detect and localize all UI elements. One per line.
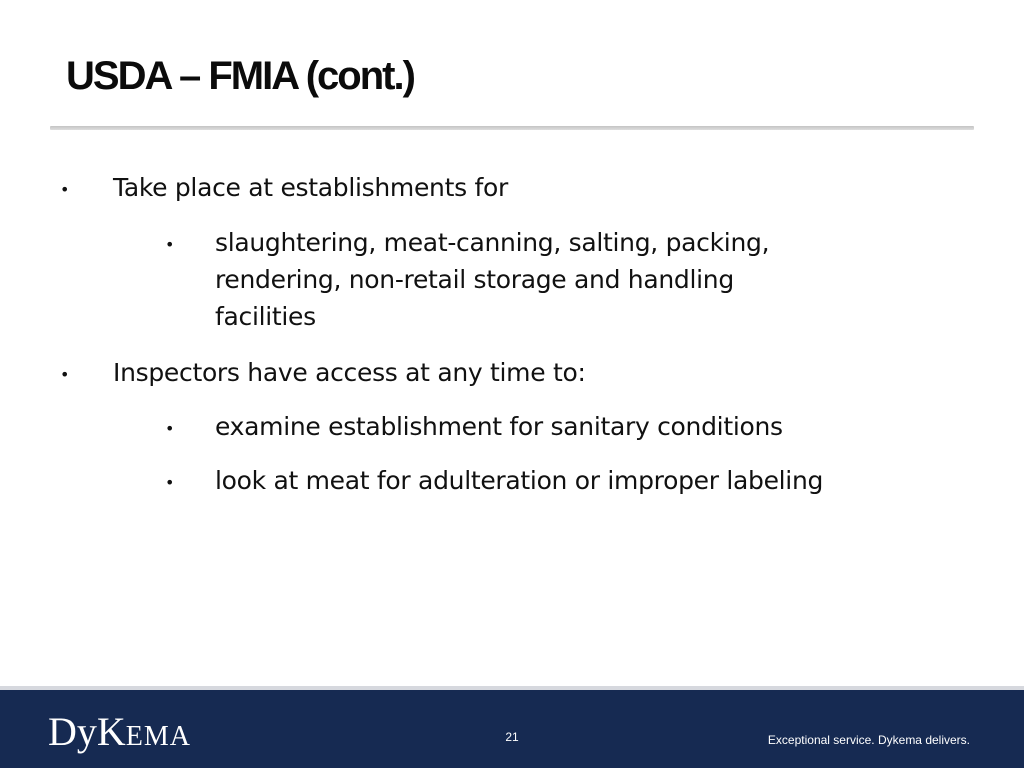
list-item-line: slaughtering, meat-canning, salting, packing, <box>215 228 770 257</box>
page-number: 21 <box>505 730 519 744</box>
logo-letter-d: D <box>48 709 77 754</box>
list-item-line: rendering, non-retail storage and handling <box>215 265 734 294</box>
bullet-icon: • <box>60 180 70 199</box>
list-item-line: facilities <box>215 302 316 331</box>
footer-tagline: Exceptional service. Dykema delivers. <box>767 733 970 747</box>
bullet-icon: • <box>165 235 175 254</box>
list-item: examine establishment for sanitary conditions <box>215 412 783 441</box>
bullet-icon: • <box>165 473 175 492</box>
dykema-logo <box>48 710 191 759</box>
bullet-icon: • <box>165 419 175 438</box>
logo-letters-ema: EMA <box>125 721 192 752</box>
list-item: Inspectors have access at any time to: <box>113 358 586 387</box>
slide-title: USDA – FMIA (cont.) <box>66 54 414 98</box>
logo-letter-y: y <box>76 709 97 754</box>
bullet-icon: • <box>60 365 70 384</box>
list-item: look at meat for adulteration or improper labeling <box>215 466 824 495</box>
logo-letter-k: K <box>96 709 126 754</box>
list-item: Take place at establishments for <box>113 173 508 202</box>
